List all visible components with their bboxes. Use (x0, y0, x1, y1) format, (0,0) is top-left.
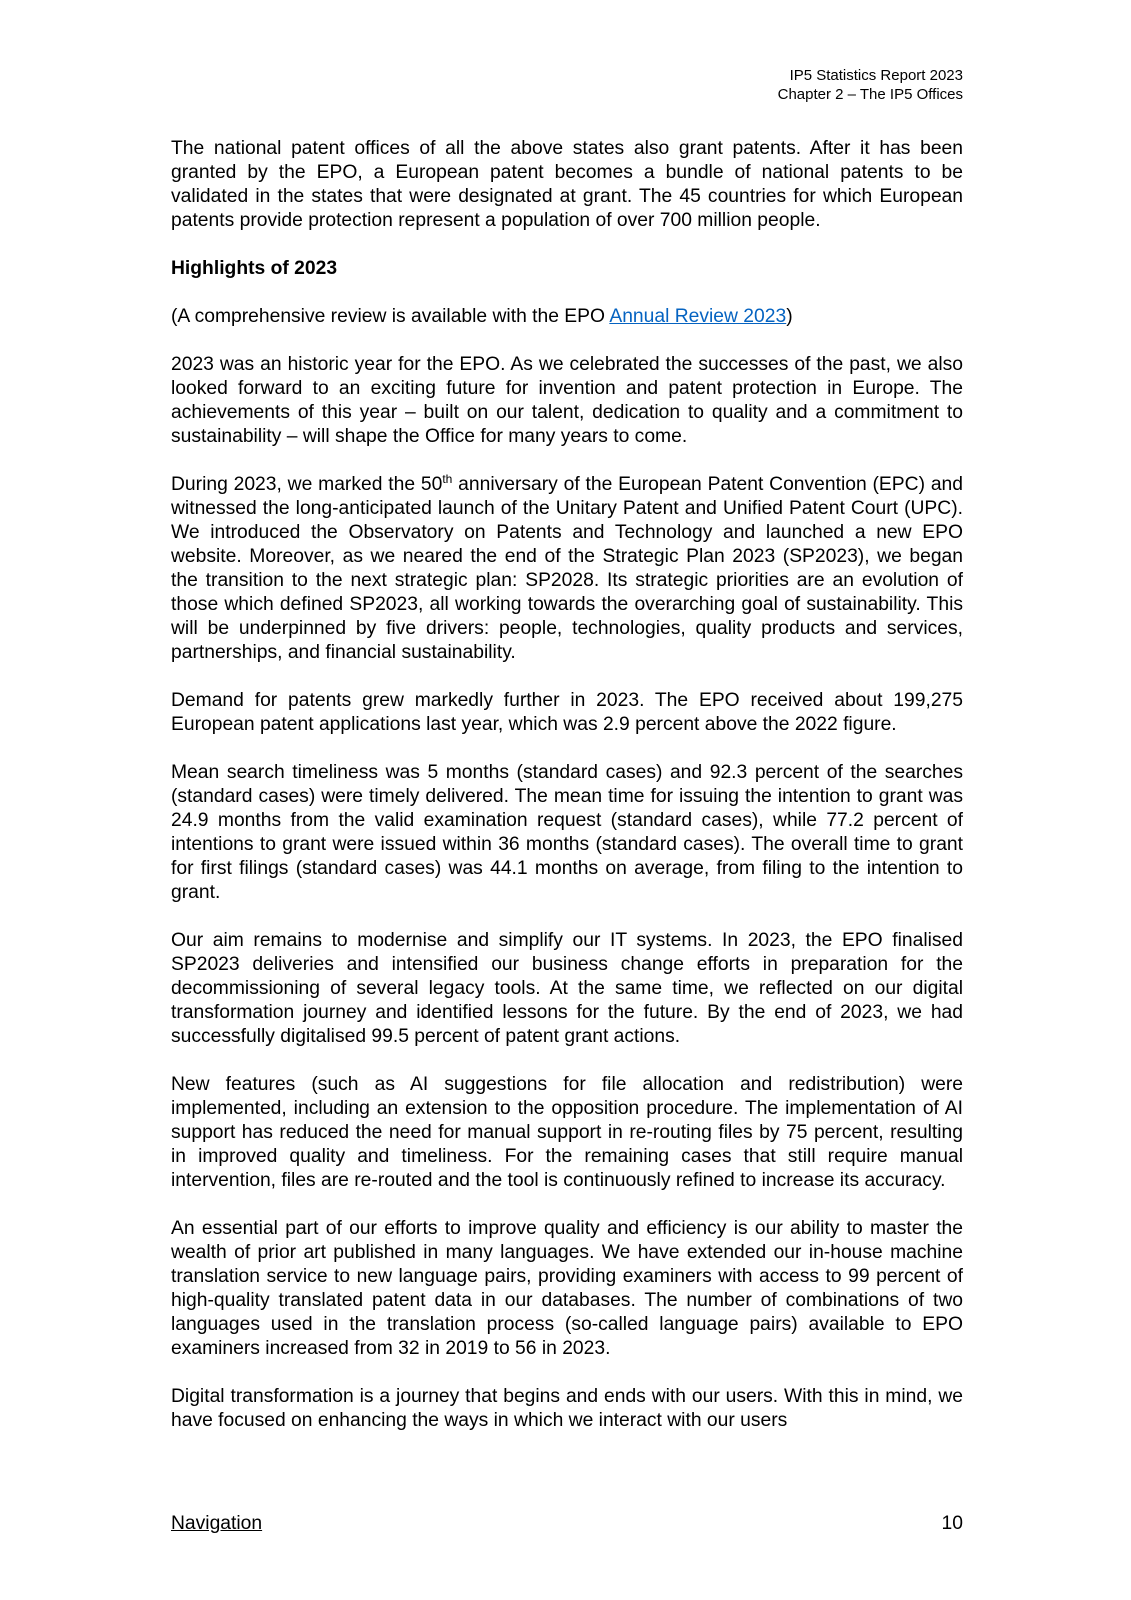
page-footer (171, 1512, 963, 1536)
paragraph-national-offices: The national patent offices of all the above states also grant patents. After it has been granted by the EPO, a European patent becomes a bundle of national patents to be validated in the states that were designated at grant. The 45 countries for which European patents provide protection represent a population of over 700 million people. (171, 138, 963, 231)
paragraph-demand: Demand for patents grew markedly further in 2023. The EPO received about 199,275 European patent applications last year, which was 2.9 percent above the 2022 figure. (171, 690, 963, 735)
main-content (171, 137, 963, 1457)
annual-review-link[interactable]: Annual Review 2023 (609, 306, 787, 327)
ordinal-superscript: th (442, 472, 453, 486)
paragraph-machine-translation: An essential part of our efforts to improve quality and efficiency is our ability to master the wealth of prior art published in many languages. We have extended our in-house machine translation service to new language pairs, providing examiners with access to 99 percent of high-quality translated patent data in our databases. The number of combinations of two languages used in the translation process (so-called language pairs) available to EPO examiners increased from 32 in 2019 to 56 in 2023. (171, 1218, 963, 1359)
paragraph-timeliness: Mean search timeliness was 5 months (standard cases) and 92.3 percent of the searches (standard cases) were timely delivered. The mean time for issuing the intention to grant was 24.9 months from the valid examination request (standard cases), while 77.2 percent of intentions to grant were issued within 36 months (standard cases). The overall time to grant for first filings (standard cases) was 44.1 months on average, from filing to the intention to grant. (171, 762, 963, 903)
page-header (778, 66, 963, 104)
report-title: IP5 Statistics Report 2023 (789, 67, 963, 84)
review-note-prefix: (A comprehensive review is available with the EPO (171, 306, 610, 327)
paragraph-digital-transformation: Digital transformation is a journey that begins and ends with our users. With this in mind, we have focused on enhancing the ways in which we interact with our users (171, 1386, 963, 1431)
paragraph-historic-year: 2023 was an historic year for the EPO. As we celebrated the successes of the past, we also looked forward to an exciting future for invention and patent protection in Europe. The achievements of this year – built on our talent, dedication to quality and a commitment to sustainability – will shape the Office for many years to come. (171, 354, 963, 447)
paragraph-ai-features: New features (such as AI suggestions for file allocation and redistribution) were implemented, including an extension to the opposition procedure. The implementation of AI support has reduced the need for manual support in re-routing files by 75 percent, resulting in improved quality and timeliness. For the remaining cases that still require manual intervention, files are re-routed and the tool is continuously refined to increase its accuracy. (171, 1074, 963, 1191)
chapter-title: Chapter 2 – The IP5 Offices (777, 86, 963, 103)
paragraph-anniversary (171, 473, 963, 665)
anniversary-text-after: anniversary of the European Patent Convention (EPC) and witnessed the long-anticipated launch of the Unitary Patent and Unified Patent Court (UPC). We introduced the Observatory on Patents and Technology and launched a new EPO website. Moreover, as we neared the end of the Strategic Plan 2023 (SP2023), we began the transition to the next strategic plan: SP2028. Its strategic priorities are an evolution of those which defined SP2023, all working towards the overarching goal of sustainability. This will be underpinned by five drivers: people, technologies, quality products and services, partnerships, and financial sustainability. (171, 474, 963, 663)
review-note (171, 305, 963, 329)
page-number: 10 (941, 1513, 963, 1534)
review-note-suffix: ) (786, 306, 793, 327)
paragraph-it-systems: Our aim remains to modernise and simplify our IT systems. In 2023, the EPO finalised SP2023 deliveries and intensified our business change efforts in preparation for the decommissioning of several legacy tools. At the same time, we reflected on our digital transformation journey and identified lessons for the future. By the end of 2023, we had successfully digitalised 99.5 percent of patent grant actions. (171, 930, 963, 1047)
anniversary-text-before: During 2023, we marked the 50 (171, 474, 443, 495)
navigation-link[interactable]: Navigation (171, 1513, 263, 1534)
section-heading: Highlights of 2023 (171, 258, 338, 279)
